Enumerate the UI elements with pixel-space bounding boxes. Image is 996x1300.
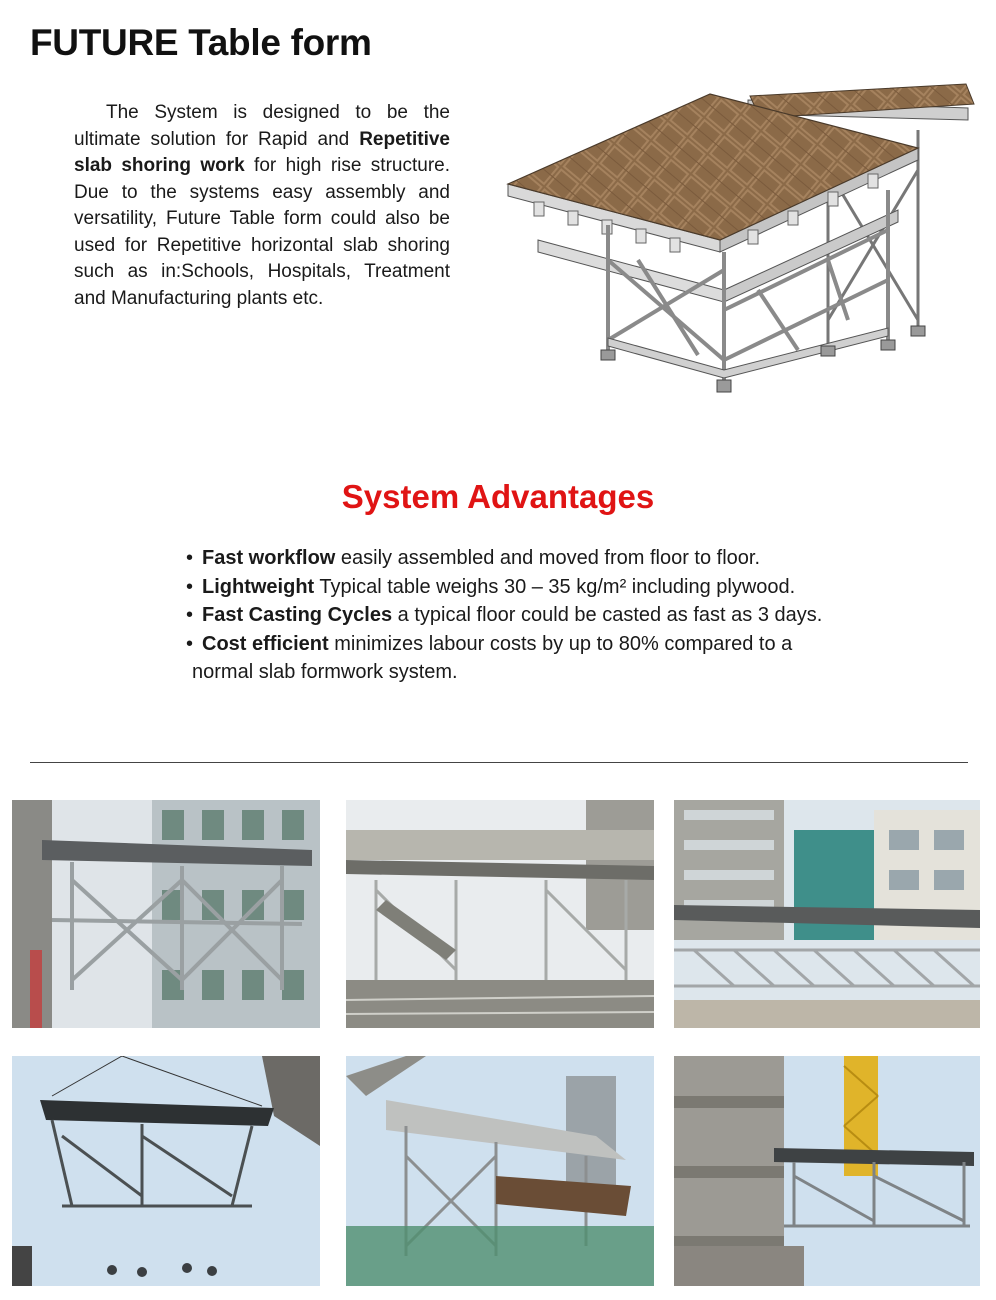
advantage-text: Typical table weighs 30 – 35 kg/m² including plywood. [314,575,796,598]
photo-table-form-lifted-by-crane [12,1056,320,1286]
intro-paragraph [74,100,450,312]
intro-text-part2: for high rise structure. Due to the systems easy assembly and versatility, Future Table form could also be used for Repetitive horizontal slab shoring such as in:Schools, Hospitals, Treatment and Manufacturing plants etc. [74,155,450,309]
advantage-title: Lightweight [202,575,315,598]
table-form-illustration [498,80,978,420]
bullet: • [186,547,194,569]
advantage-title: Fast Casting Cycles [202,604,393,626]
bullet: • [186,575,194,598]
advantage-title: Cost efficient [202,632,329,655]
advantage-item [186,544,886,573]
advantage-text: minimizes labour costs by up to 80% compared to a [328,632,793,655]
advantage-item [186,630,886,659]
photo-table-form-lifted-beside-building [12,800,320,1028]
advantages-heading: System Advantages [341,478,655,515]
advantage-text: a typical floor could be casted as fast as 3 days. [392,604,823,626]
photo-table-form-in-front-of-towers [674,800,980,1028]
advantage-continuation: normal slab formwork system. [192,661,458,683]
advantages-list [186,544,886,687]
intro-text-bold: Repetitive slab shoring work [74,128,450,176]
bullet: • [186,604,194,626]
advantage-item [186,573,886,602]
page-title: FUTURE Table form [30,22,372,63]
advantage-item [186,601,886,630]
advantage-title: Fast workflow [202,547,336,569]
photo-table-form-on-construction-deck [346,800,654,1028]
photo-table-form-cantilevered-slab [346,1056,654,1286]
section-divider [30,762,968,763]
bullet: • [186,632,194,655]
advantage-text: easily assembled and moved from floor to floor. [335,547,761,569]
intro-text-part1: The System is designed to be the ultimate solution for Rapid and [74,102,450,150]
photo-table-form-tower-crane-lift [674,1056,980,1286]
